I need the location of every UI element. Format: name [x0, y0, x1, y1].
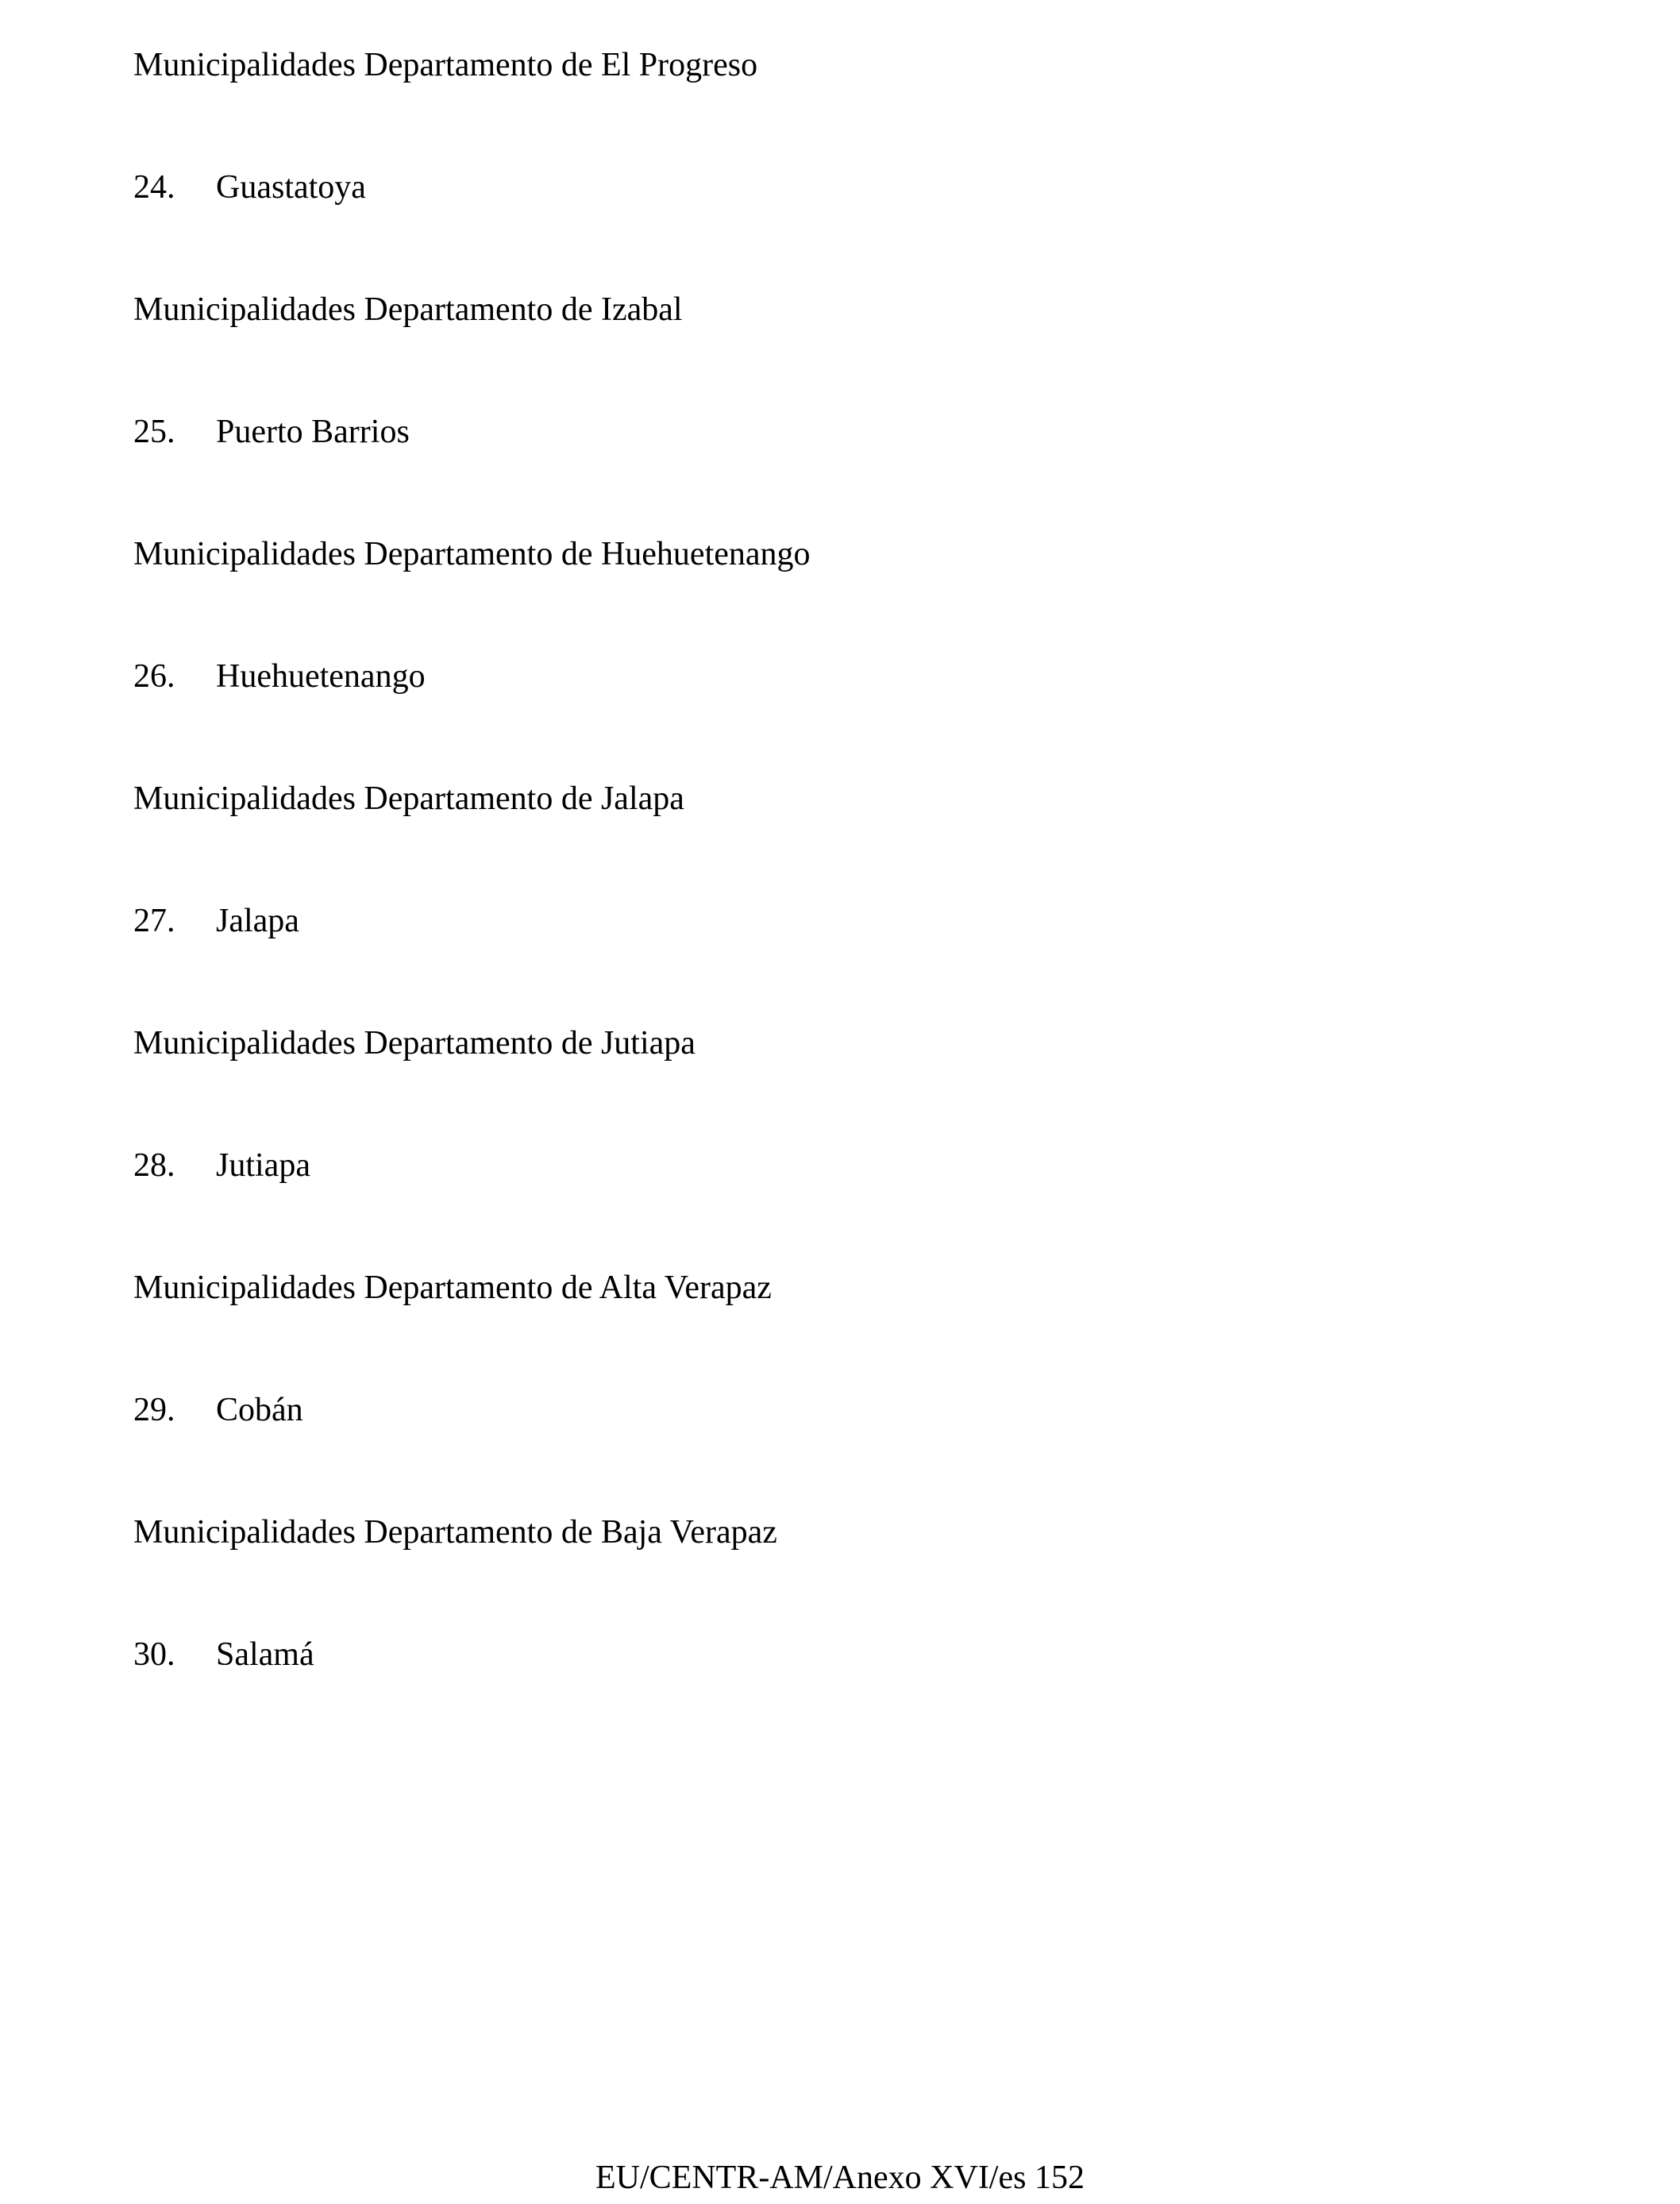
municipality-item — [133, 168, 366, 207]
department-heading: Municipalidades Departamento de Jalapa — [133, 780, 684, 817]
municipality-name: Guastatoya — [216, 169, 366, 206]
municipality-name: Salamá — [216, 1636, 314, 1673]
municipality-item — [133, 412, 410, 452]
municipality-item — [133, 1146, 310, 1185]
item-number: 30. — [133, 1636, 175, 1673]
department-heading: Municipalidades Departamento de Jutiapa — [133, 1025, 696, 1062]
item-number: 28. — [133, 1147, 175, 1184]
item-number: 27. — [133, 903, 175, 939]
page-footer: EU/CENTR-AM/Anexo XVI/es 152 — [595, 2160, 1085, 2196]
item-number: 29. — [133, 1392, 175, 1428]
department-heading: Municipalidades Departamento de Huehuetenango — [133, 536, 811, 572]
municipality-item — [133, 1635, 314, 1674]
department-heading: Municipalidades Departamento de El Progreso — [133, 47, 758, 83]
municipality-item — [133, 901, 299, 941]
municipality-name: Jutiapa — [216, 1147, 310, 1184]
department-heading: Municipalidades Departamento de Izabal — [133, 291, 683, 328]
municipality-name: Jalapa — [216, 903, 299, 939]
municipality-name: Puerto Barrios — [216, 414, 410, 450]
item-number: 26. — [133, 658, 175, 695]
department-heading: Municipalidades Departamento de Alta Verapaz — [133, 1270, 772, 1306]
item-number: 24. — [133, 169, 175, 206]
municipality-item — [133, 1390, 303, 1430]
municipality-name: Cobán — [216, 1392, 303, 1428]
municipality-name: Huehuetenango — [216, 658, 426, 695]
item-number: 25. — [133, 414, 175, 450]
municipality-item — [133, 657, 426, 696]
department-heading: Municipalidades Departamento de Baja Verapaz — [133, 1514, 777, 1551]
